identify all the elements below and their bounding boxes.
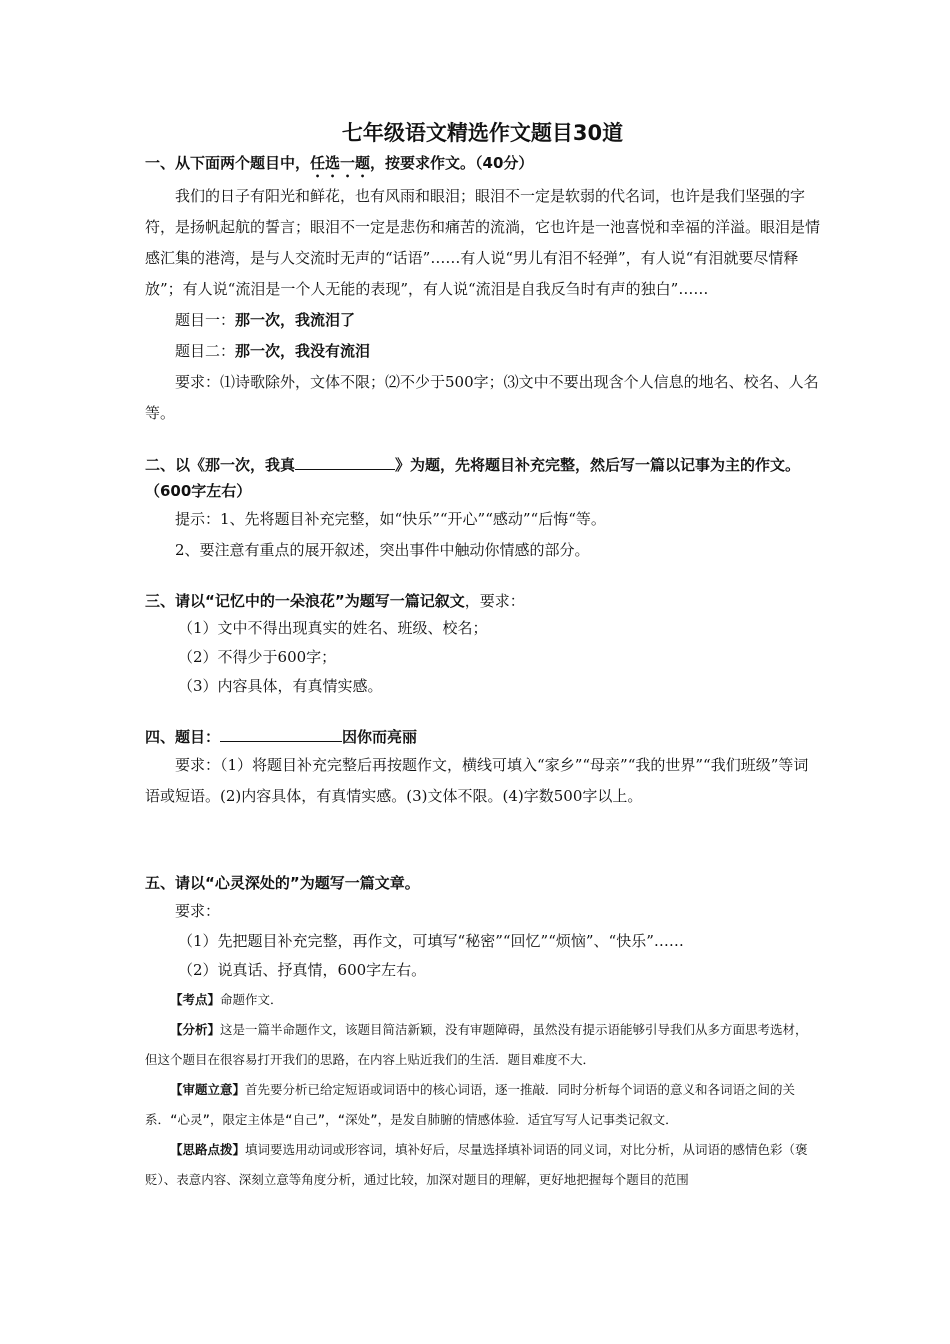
document-page	[145, 118, 820, 1195]
section-3-item: （3）内容具体，有真情实感。	[178, 677, 383, 695]
section-2-tip-1: 提示：1、先将题目补充完整，如“快乐”“开心”“感动”“后悔“等。	[175, 510, 606, 528]
section-3-item: （2）不得少于600字；	[178, 648, 337, 666]
section-2-heading-pre: 二、以《那一次，我真	[145, 456, 296, 474]
section-3-heading-bold: 三、请以“记忆中的一朵浪花”为题写一篇记叙文	[145, 592, 465, 610]
shenti-text: 首先要分析已给定短语或词语中的核心词语，逐一推敲．同时分析每个词语的意义和各词语之间的关系．“心灵”，限定主体是“自己”，“深处”，是发自肺腑的情感体验．适宜写写人记事类记叙文．	[145, 1082, 796, 1127]
section-1-heading-pre: 一、从下面两个题目中，	[145, 154, 311, 172]
section-1-heading-emphasis: 任选一题	[310, 154, 371, 172]
kaodian-text: 命题作文．	[220, 992, 283, 1007]
section-3-heading	[145, 588, 820, 614]
section-1-topic-1	[145, 305, 820, 336]
analysis-silu	[145, 1135, 820, 1195]
section-1-requirements: 要求：⑴诗歌除外，文体不限；⑵不少于500字；⑶文中不要出现含个人信息的地名、校名、人名等。	[145, 373, 819, 422]
section-4-heading-pre: 四、题目：	[145, 728, 221, 746]
section-3-item: （1）文中不得出现真实的姓名、班级、校名；	[178, 619, 488, 637]
shenti-tag: 【审题立意】	[170, 1082, 246, 1097]
silu-text: 填词要选用动词或形容词，填补好后，尽量选择填补词语的同义词，对比分析，从词语的感情色彩（褒贬）、表意内容、深刻立意等角度分析，通过比较，加深对题目的理解，更好地把握每个题目的范围	[145, 1142, 808, 1187]
analysis-kaodian	[145, 985, 820, 1015]
section-2-heading	[145, 451, 820, 504]
section-2-tip-2: 2、要注意有重点的展开叙述，突出事件中触动你情感的部分。	[175, 541, 590, 559]
section-4-heading-post: 因你而亮丽	[342, 728, 418, 746]
kaodian-tag: 【考点】	[170, 992, 221, 1007]
section-1-topic-2	[145, 336, 820, 367]
analysis-shenti	[145, 1075, 820, 1135]
section-4-heading	[145, 723, 820, 750]
topic-2-label: 题目二：	[175, 342, 236, 360]
topic-2-title: 那一次，我没有流泪	[235, 342, 371, 360]
topic-1-title: 那一次，我流泪了	[235, 311, 356, 329]
fill-blank-line	[295, 451, 395, 470]
fenxi-text: 这是一篇半命题作文，该题目简洁新颖，没有审题障碍，虽然没有提示语能够引导我们从多方面思考选材，但这个题目在很容易打开我们的思路，在内容上贴近我们的生活．题目难度不大．	[145, 1022, 808, 1067]
section-5-item: （2）说真话、抒真情，600字左右。	[178, 961, 427, 979]
section-5-heading: 五、请以“心灵深处的”为题写一篇文章。	[145, 874, 420, 892]
section-1-paragraph: 我们的日子有阳光和鲜花，也有风雨和眼泪；眼泪不一定是软弱的代名词，也许是我们坚强的字符，是扬帆起航的誓言；眼泪不一定是悲伤和痛苦的流淌，它也许是一池喜悦和幸福的洋溢。眼泪是情感汇集的港湾，是与人交流时无声的“话语”……有人说“男儿有泪不轻弹”，有人说“有泪就要尽情释放”；有人说“流泪是一个人无能的表现”，有人说“流泪是自我反刍时有声的独白”……	[145, 187, 821, 298]
page-title: 七年级语文精选作文题目30道	[341, 121, 624, 145]
section-1-heading-post: ，按要求作文。（40分）	[370, 154, 534, 172]
section-5-item: （1）先把题目补充完整，再作文，可填写“秘密”“回忆”“烦恼”、“快乐”……	[178, 932, 684, 950]
fenxi-tag: 【分析】	[170, 1022, 221, 1037]
analysis-fenxi	[145, 1015, 820, 1075]
topic-1-label: 题目一：	[175, 311, 236, 329]
fill-blank-line	[220, 723, 342, 742]
section-1-heading	[145, 150, 820, 181]
section-5-requirements-label: 要求：	[175, 902, 221, 920]
silu-tag: 【思路点拨】	[170, 1142, 246, 1157]
section-3-heading-rest: ，要求：	[464, 592, 525, 610]
section-2-heading-post: 》为题，先将题目补充完整，然后写一篇以记事为主的作文。（600字左右）	[145, 456, 801, 500]
section-4-requirements: 要求：（1）将题目补充完整后再按题作文，横线可填入“家乡”“母亲”“我的世界”“我们班级”等词语或短语。(2)内容具体，有真情实感。(3)文体不限。(4)字数500字以上。	[145, 756, 809, 805]
